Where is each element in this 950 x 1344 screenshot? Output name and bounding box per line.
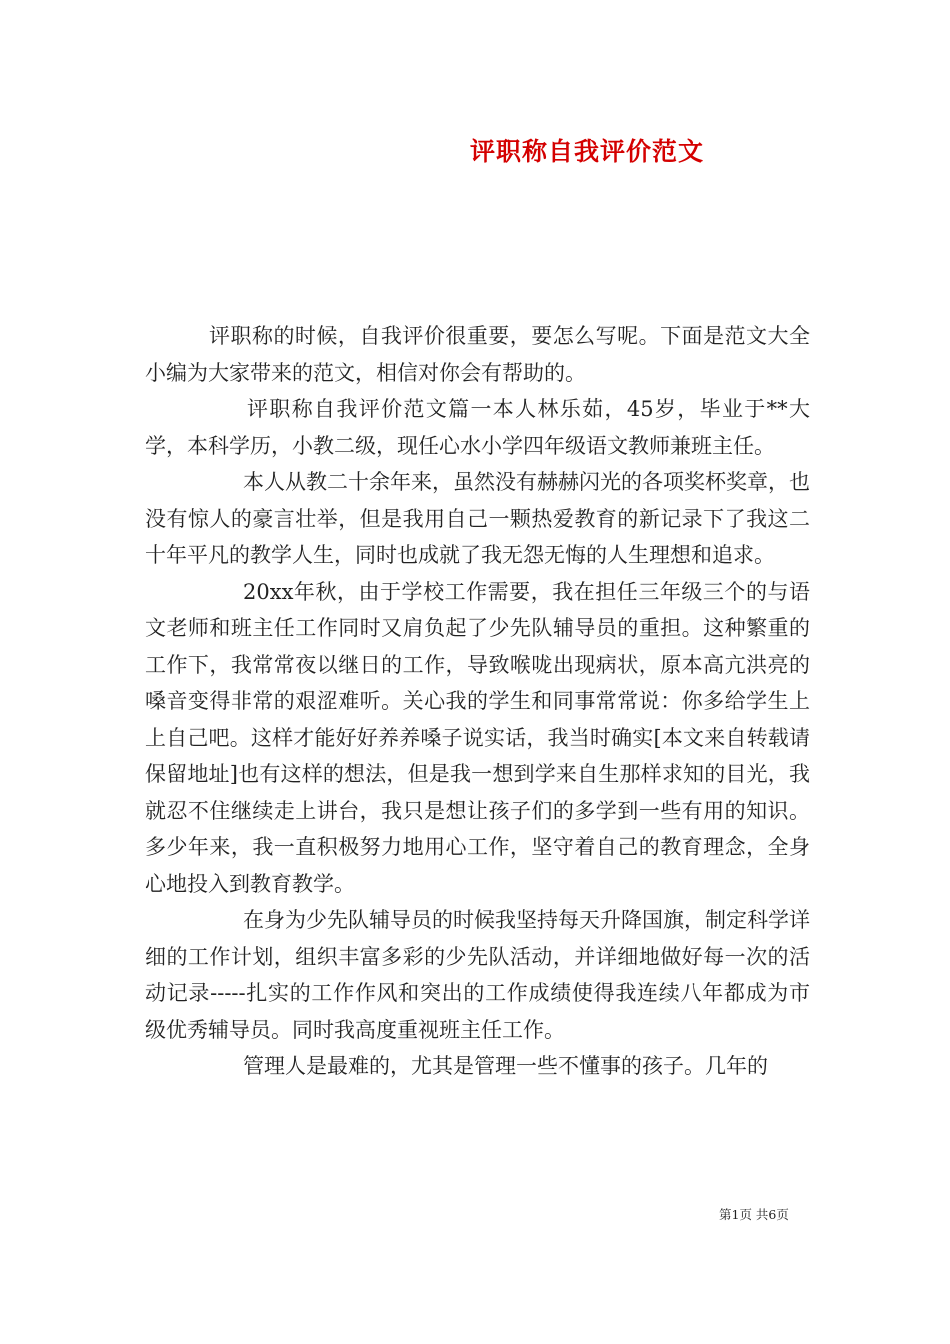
paragraph-counselor: 在身为少先队辅导员的时候我坚持每天升降国旗，制定科学详细的工作计划，组织丰富多彩的少先队活动，并详细地做好每一次的活动记录-----扎实的工作作风和突出的工作成绩使得我连续八年都成为市级优秀辅导员。同时我高度重视班主任工作。 xyxy=(145,908,810,1042)
document-body xyxy=(145,318,810,1085)
paragraph-workload: 20xx年秋，由于学校工作需要，我在担任三年级三个的与语文老师和班主任工作同时又肩负起了少先队辅导员的重担。这种繁重的工作下，我常常夜以继日的工作，导致喉咙出现病状，原本高亢洪亮的嗓音变得非常的艰涩难听。关心我的学生和同事常常说：你多给学生上上自己吧。这样才能好好养养嗓子说实话，我当时确实[本文来自转载请保留地址]也有这样的想法，但是我一想到学来自生那样求知的目光，我就忍不住继续走上讲台，我只是想让孩子们的多学到一些有用的知识。多少年来，我一直积极努力地用心工作，坚守着自己的教育理念，全身心地投入到教育教学。 xyxy=(145,579,810,896)
paragraph-teaching-career: 本人从教二十余年来，虽然没有赫赫闪光的各项奖杯奖章，也没有惊人的豪言壮举，但是我用自己一颗热爱教育的新记录下了我这二十年平凡的教学人生，同时也成就了我无怨无悔的人生理想和追求。 xyxy=(145,470,810,567)
paragraph-sample-one: 评职称自我评价范文篇一本人林乐茹，45岁，毕业于**大学，本科学历，小教二级，现任心水小学四年级语文教师兼班主任。 xyxy=(145,397,810,458)
page-number-footer: 第1页 共6页 xyxy=(719,1207,789,1222)
paragraph-intro: 评职称的时候，自我评价很重要，要怎么写呢。下面是范文大全小编为大家带来的范文，相信对你会有帮助的。 xyxy=(145,324,810,385)
document-title: 评职称自我评价范文 xyxy=(470,137,705,166)
paragraph-management: 管理人是最难的，尤其是管理一些不懂事的孩子。几年的 xyxy=(243,1054,768,1078)
